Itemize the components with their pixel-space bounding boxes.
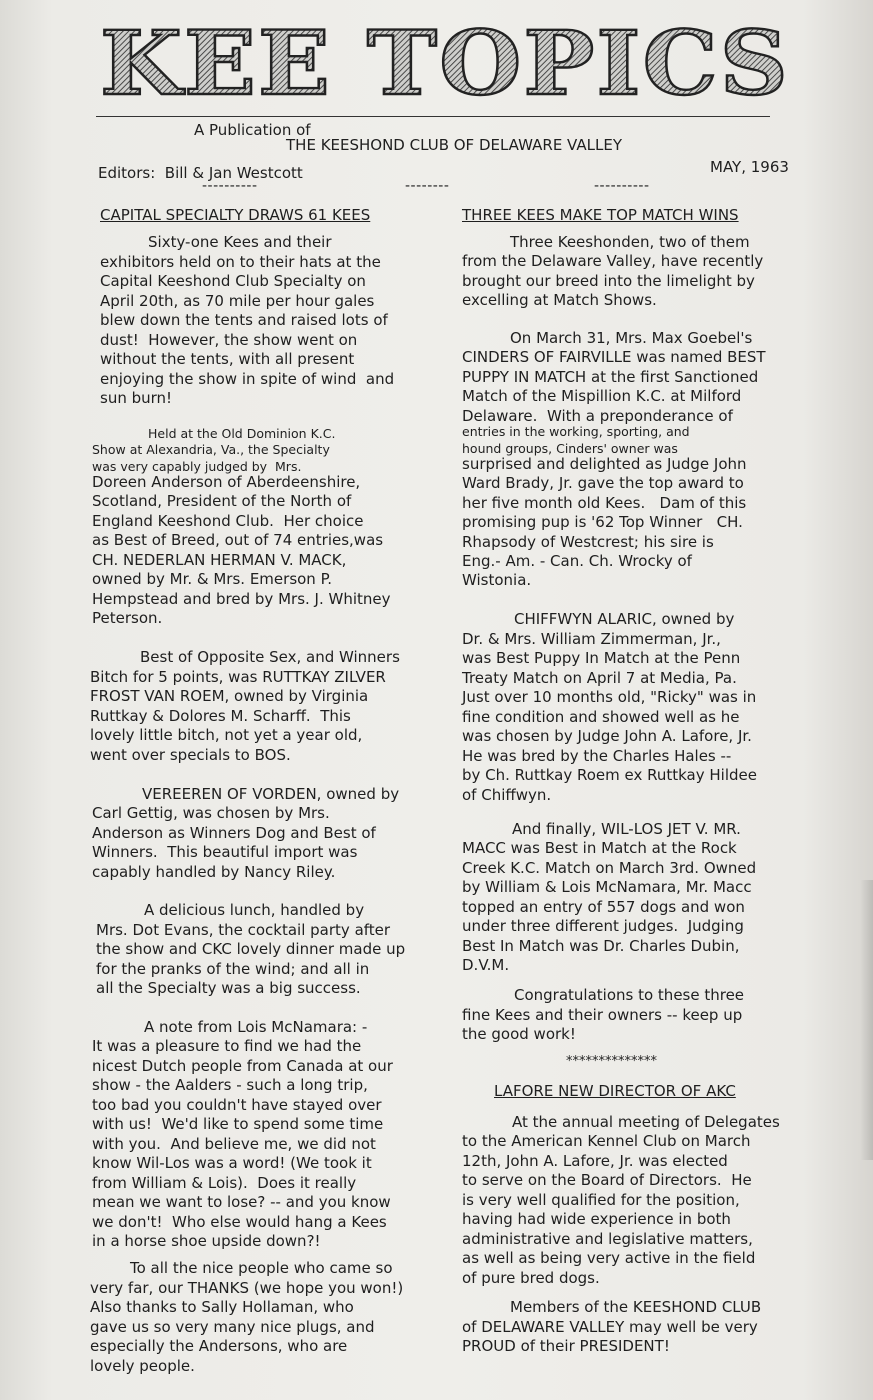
article-line: Ruttkay & Dolores M. Scharff. This	[90, 707, 351, 725]
article-line: in a horse shoe upside down?!	[92, 1232, 321, 1250]
article-line: Winners. This beautiful import was	[92, 843, 358, 861]
article-line: of pure bred dogs.	[462, 1269, 600, 1287]
article-line: show - the Aalders - such a long trip,	[92, 1076, 368, 1094]
article-line: Bitch for 5 points, was RUTTKAY ZILVER	[90, 668, 386, 686]
masthead-title	[96, 18, 796, 102]
article-line: of Chiffwyn.	[462, 786, 552, 804]
article-line: went over specials to BOS.	[90, 746, 291, 764]
article-line: England Keeshond Club. Her choice	[92, 512, 364, 530]
article-line: her five month old Kees. Dam of this	[462, 494, 747, 512]
article-line: Best of Opposite Sex, and Winners	[140, 648, 400, 666]
article-line: CINDERS OF FAIRVILLE was named BEST	[462, 348, 766, 366]
club-name: THE KEESHOND CLUB OF DELAWARE VALLEY	[286, 136, 622, 154]
article-line: owned by Mr. & Mrs. Emerson P.	[92, 570, 333, 588]
separator-stars: **************	[566, 1054, 657, 1069]
article-line: hound groups, Cinders' owner was	[462, 441, 678, 456]
article-line: for the pranks of the wind; and all in	[96, 960, 370, 978]
article-line: At the annual meeting of Delegates	[512, 1113, 780, 1131]
article-line: MACC was Best in Match at the Rock	[462, 839, 737, 857]
article-line: sun burn!	[100, 389, 173, 407]
article-line: by William & Lois McNamara, Mr. Macc	[462, 878, 752, 896]
article-line: entries in the working, sporting, and	[462, 424, 690, 439]
article-line: promising pup is '62 Top Winner CH.	[462, 513, 743, 531]
article-line: Held at the Old Dominion K.C.	[148, 426, 336, 441]
article-line: Just over 10 months old, "Ricky" was in	[462, 688, 757, 706]
article-line: Show at Alexandria, Va., the Specialty	[92, 442, 330, 457]
article-line: nicest Dutch people from Canada at our	[92, 1057, 393, 1075]
article-line: FROST VAN ROEM, owned by Virginia	[90, 687, 369, 705]
article-line: Carl Gettig, was chosen by Mrs.	[92, 804, 330, 822]
article-line: without the tents, with all present	[100, 350, 355, 368]
article-line: Rhapsody of Westcrest; his sire is	[462, 533, 714, 551]
article-line: A delicious lunch, handled by	[144, 901, 365, 919]
article-line: exhibitors held on to their hats at the	[100, 253, 381, 271]
article-line: PROUD of their PRESIDENT!	[462, 1337, 670, 1355]
article-line: brought our breed into the limelight by	[462, 272, 755, 290]
article-heading-capital-specialty: CAPITAL SPECIALTY DRAWS 61 KEES	[100, 206, 371, 224]
article-line: from the Delaware Valley, have recently	[462, 252, 764, 270]
article-line: Dr. & Mrs. William Zimmerman, Jr.,	[462, 630, 721, 648]
article-line: And finally, WIL-LOS JET V. MR.	[512, 820, 741, 838]
article-line: was chosen by Judge John A. Lafore, Jr.	[462, 727, 752, 745]
article-line: excelling at Match Shows.	[462, 291, 657, 309]
article-line: CH. NEDERLAN HERMAN V. MACK,	[92, 551, 347, 569]
article-line: dust! However, the show went on	[100, 331, 358, 349]
editors-line: Editors: Bill & Jan Westcott	[98, 164, 303, 182]
article-line: fine Kees and their owners -- keep up	[462, 1006, 743, 1024]
article-line: A note from Lois McNamara: -	[144, 1018, 368, 1036]
article-line: VEREEREN OF VORDEN, owned by	[142, 785, 400, 803]
article-line: of DELAWARE VALLEY may well be very	[462, 1318, 758, 1336]
article-line: PUPPY IN MATCH at the first Sanctioned	[462, 368, 759, 386]
article-line: Hempstead and bred by Mrs. J. Whitney	[92, 590, 391, 608]
article-line: enjoying the show in spite of wind and	[100, 370, 395, 388]
article-line: is very well qualified for the position,	[462, 1191, 740, 1209]
divider-dashes-right: ----------	[594, 178, 650, 194]
article-line: from William & Lois). Does it really	[92, 1174, 357, 1192]
article-line: Eng.- Am. - Can. Ch. Wrocky of	[462, 552, 692, 570]
article-line: capably handled by Nancy Riley.	[92, 863, 336, 881]
article-line: the show and CKC lovely dinner made up	[96, 940, 406, 958]
article-line: too bad you couldn't have stayed over	[92, 1096, 382, 1114]
article-line: Peterson.	[92, 609, 163, 627]
article-heading-lafore-director: LAFORE NEW DIRECTOR OF AKC	[494, 1082, 736, 1100]
article-line: lovely little bitch, not yet a year old,	[90, 726, 363, 744]
article-line: CHIFFWYN ALARIC, owned by	[514, 610, 735, 628]
article-line: by Ch. Ruttkay Roem ex Ruttkay Hildee	[462, 766, 757, 784]
article-line: lovely people.	[90, 1357, 195, 1375]
divider-dashes-mid: --------	[405, 178, 450, 194]
divider-dashes-left: ----------	[202, 178, 258, 194]
article-line: to the American Kennel Club on March	[462, 1132, 751, 1150]
article-line: He was bred by the Charles Hales --	[462, 747, 732, 765]
article-line: Delaware. With a preponderance of	[462, 407, 733, 425]
article-line: Doreen Anderson of Aberdeenshire,	[92, 473, 361, 491]
article-line: administrative and legislative matters,	[462, 1230, 753, 1248]
article-line: know Wil-Los was a word! (We took it	[92, 1154, 372, 1172]
article-line: fine condition and showed well as he	[462, 708, 740, 726]
article-line: Creek K.C. Match on March 3rd. Owned	[462, 859, 757, 877]
article-line: was Best Puppy In Match at the Penn	[462, 649, 741, 667]
article-line: Wistonia.	[462, 571, 532, 589]
article-line: to serve on the Board of Directors. He	[462, 1171, 752, 1189]
article-line: It was a pleasure to find we had the	[92, 1037, 362, 1055]
article-line: Capital Keeshond Club Specialty on	[100, 272, 366, 290]
article-line: Anderson as Winners Dog and Best of	[92, 824, 376, 842]
article-line: April 20th, as 70 mile per hour gales	[100, 292, 375, 310]
article-line: surprised and delighted as Judge John	[462, 455, 747, 473]
article-line: Members of the KEESHOND CLUB	[510, 1298, 762, 1316]
article-line: Mrs. Dot Evans, the cocktail party after	[96, 921, 391, 939]
article-line: as well as being very active in the field	[462, 1249, 756, 1267]
article-line: Best In Match was Dr. Charles Dubin,	[462, 937, 740, 955]
issue-date: MAY, 1963	[710, 158, 789, 176]
article-line: Match of the Mispillion K.C. at Milford	[462, 387, 742, 405]
masthead-rule	[96, 116, 770, 117]
article-line: the good work!	[462, 1025, 576, 1043]
article-line: Ward Brady, Jr. gave the top award to	[462, 474, 744, 492]
article-line: Sixty-one Kees and their	[148, 233, 332, 251]
paper-crease	[860, 880, 873, 1160]
article-line: Also thanks to Sally Hollaman, who	[90, 1298, 354, 1316]
article-line: 12th, John A. Lafore, Jr. was elected	[462, 1152, 728, 1170]
article-line: with you. And believe me, we did not	[92, 1135, 376, 1153]
article-line: To all the nice people who came so	[130, 1259, 393, 1277]
article-line: with us! We'd like to spend some time	[92, 1115, 384, 1133]
article-line: very far, our THANKS (we hope you won!)	[90, 1279, 404, 1297]
article-heading-top-match-wins: THREE KEES MAKE TOP MATCH WINS	[462, 206, 739, 224]
article-line: Three Keeshonden, two of them	[510, 233, 750, 251]
article-line: Treaty Match on April 7 at Media, Pa.	[462, 669, 737, 687]
article-line: having had wide experience in both	[462, 1210, 731, 1228]
article-line: mean we want to lose? -- and you know	[92, 1193, 391, 1211]
article-line: Scotland, President of the North of	[92, 492, 352, 510]
masthead-text: KEE TOPICS	[100, 18, 790, 102]
article-line: as Best of Breed, out of 74 entries,was	[92, 531, 384, 549]
article-line: Congratulations to these three	[514, 986, 745, 1004]
article-line: was very capably judged by Mrs.	[92, 459, 302, 474]
article-line: under three different judges. Judging	[462, 917, 744, 935]
article-line: gave us so very many nice plugs, and	[90, 1318, 375, 1336]
publication-line: A Publication of	[194, 121, 311, 139]
article-line: D.V.M.	[462, 956, 510, 974]
article-line: we don't! Who else would hang a Kees	[92, 1213, 387, 1231]
article-line: On March 31, Mrs. Max Goebel's	[510, 329, 753, 347]
article-line: especially the Andersons, who are	[90, 1337, 348, 1355]
article-line: topped an entry of 557 dogs and won	[462, 898, 745, 916]
article-line: all the Specialty was a big success.	[96, 979, 361, 997]
article-line: blew down the tents and raised lots of	[100, 311, 388, 329]
